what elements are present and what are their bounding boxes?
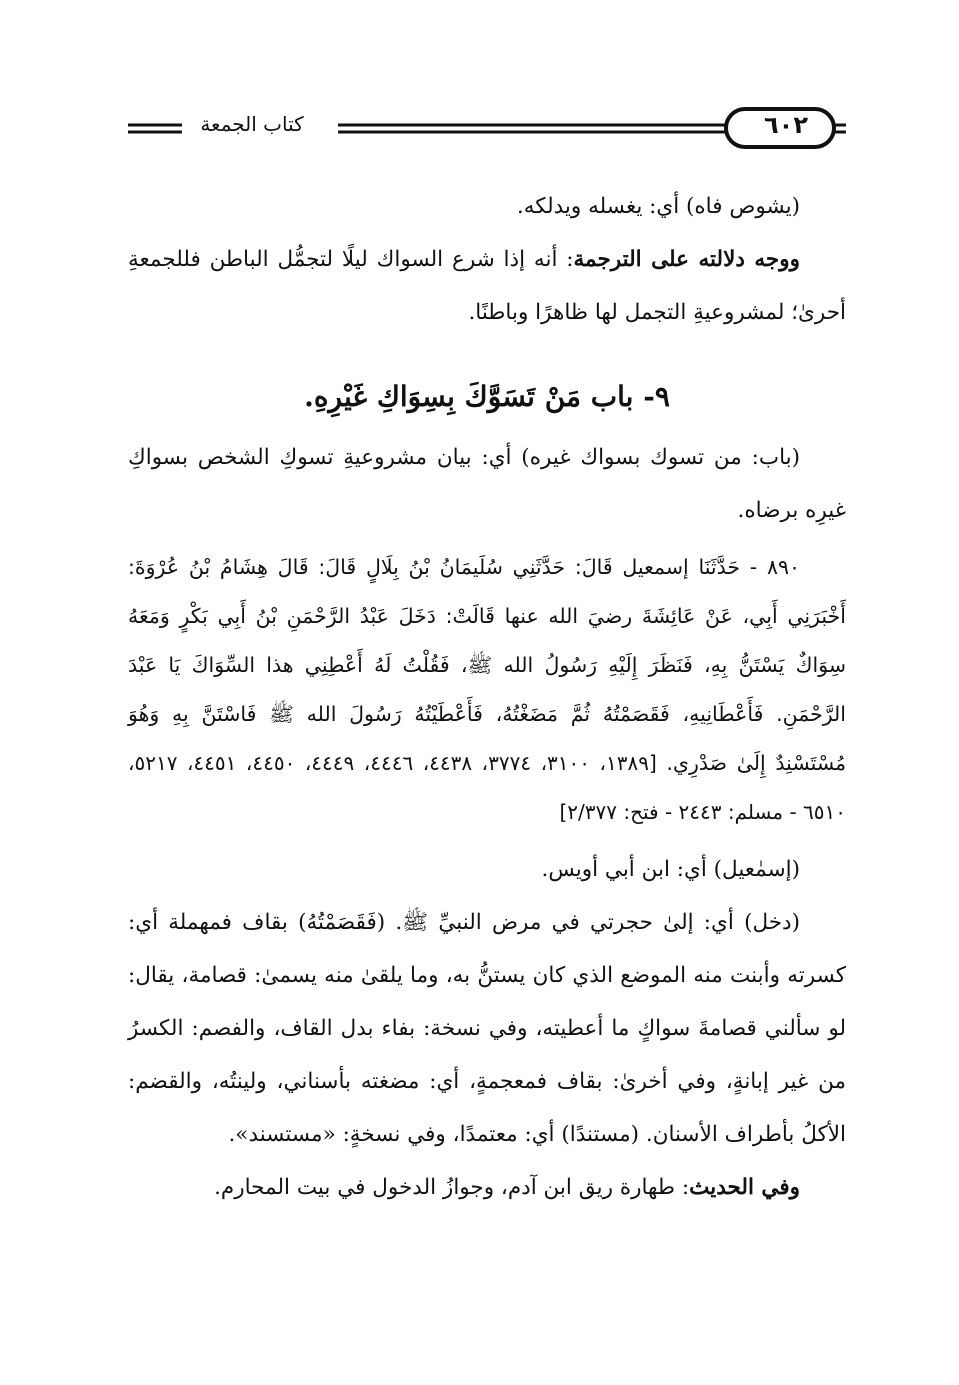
rationale-text: : أنه إذا شرع السواك ليلًا لتجمُّل الباطن فللجمعةِ أحرىٰ؛ لمشروعيةِ التجمل لها ظاهرًا وباطنًا. <box>128 247 846 325</box>
paragraph-gloss-ismail: (إسمٰعيل) أي: ابن أبي أويس. <box>541 857 800 882</box>
benefits-text: : طهارة ريق ابن آدم، وجوازُ الدخول في بيت المحارم. <box>214 1175 690 1200</box>
paragraph-benefits <box>128 1161 846 1214</box>
hadith-body: ٨٩٠ - حَدَّثَنَا إسمعيل قَالَ: حَدَّثَنِي سُلَيمَانُ بْنُ بِلَالٍ قَالَ: قَالَ هِشَامُ بْنُ عُرْوَةَ: أَخْبَرَنِي أَبِي، عَنْ عَائِشَةَ رضيَ الله عنها قَالَتْ: دَخَلَ عَبْدُ الرَّحْمَنِ بْنُ أَبِي بَكْرٍ وَمَعَهُ سِوَاكٌ يَسْتَنُّ بِهِ، فَنَظَرَ إِلَيْهِ رَسُولُ الله ﷺ، فَقُلْتُ لَهُ أَعْطِنِي هذا السِّوَاكَ يَا عَبْدَ الرَّحْمَنِ. فَأَعْطَانِيهِ، فَقَصَمْتُهُ ثُمَّ مَضَغْتُهُ، فَأَعْطَيْتُهُ رَسُولَ الله ﷺ فَاسْتَنَّ بِهِ وَهُوَ مُسْتَسْنِدٌ إِلَىٰ صَدْرِي. <box>128 555 847 775</box>
benefits-lead: وفي الحديث <box>689 1175 800 1200</box>
hadith-text <box>128 543 846 837</box>
rationale-lead: ووجه دلالته على الترجمة <box>573 247 800 272</box>
paragraph-rationale <box>128 233 846 339</box>
page-number: ٦٠٢ <box>764 111 808 139</box>
paragraph-chapter-gloss: (باب: من تسوك بسواك غيره) أي: بيان مشروعيةِ تسوكِ الشخص بسواكِ غيرِه برضاه. <box>128 445 846 523</box>
page-body <box>128 180 846 1214</box>
running-title: كتاب الجمعة <box>182 112 322 136</box>
chapter-heading: ٩- باب مَنْ تَسَوَّكَ بِسِوَاكِ غَيْرِهِ. <box>304 380 670 413</box>
page-header <box>128 106 846 150</box>
paragraph-commentary: (دخل) أي: إلىٰ حجرتي في مرض النبيِّ ﷺ. (فَقَصَمْتُهُ) بقاف فمهملة أي: كسرته وأبنت منه الموضع الذي كان يستنُّ به، وما يلقىٰ منه يسمىٰ: قصامة، يقال: لو سألني قصامةَ سواكٍ ما أعطيته، وفي نسخة: بفاء بدل القاف، والفصم: الكسرُ من غير إبانةٍ، وفي أخرىٰ: بقاف فمعجمةٍ، أي: مضغته بأسناني، ولينتُه، والقضم: الأكلُ بأطراف الأسنان. (مستندًا) أي: معتمدًا، وفي نسخةٍ: «مستسند». <box>128 910 846 1147</box>
hadith-references: [١٣٨٩، ٣١٠٠، ٣٧٧٤، ٤٤٣٨، ٤٤٤٦، ٤٤٤٩، ٤٤٥٠، ٤٤٥١، ٥٢١٧، ٦٥١٠ - مسلم: ٢٤٤٣ - فتح: ٢/٣٧٧] <box>128 751 846 824</box>
paragraph-gloss-1: (يشوص فاه) أي: يغسله ويدلكه. <box>516 194 800 219</box>
